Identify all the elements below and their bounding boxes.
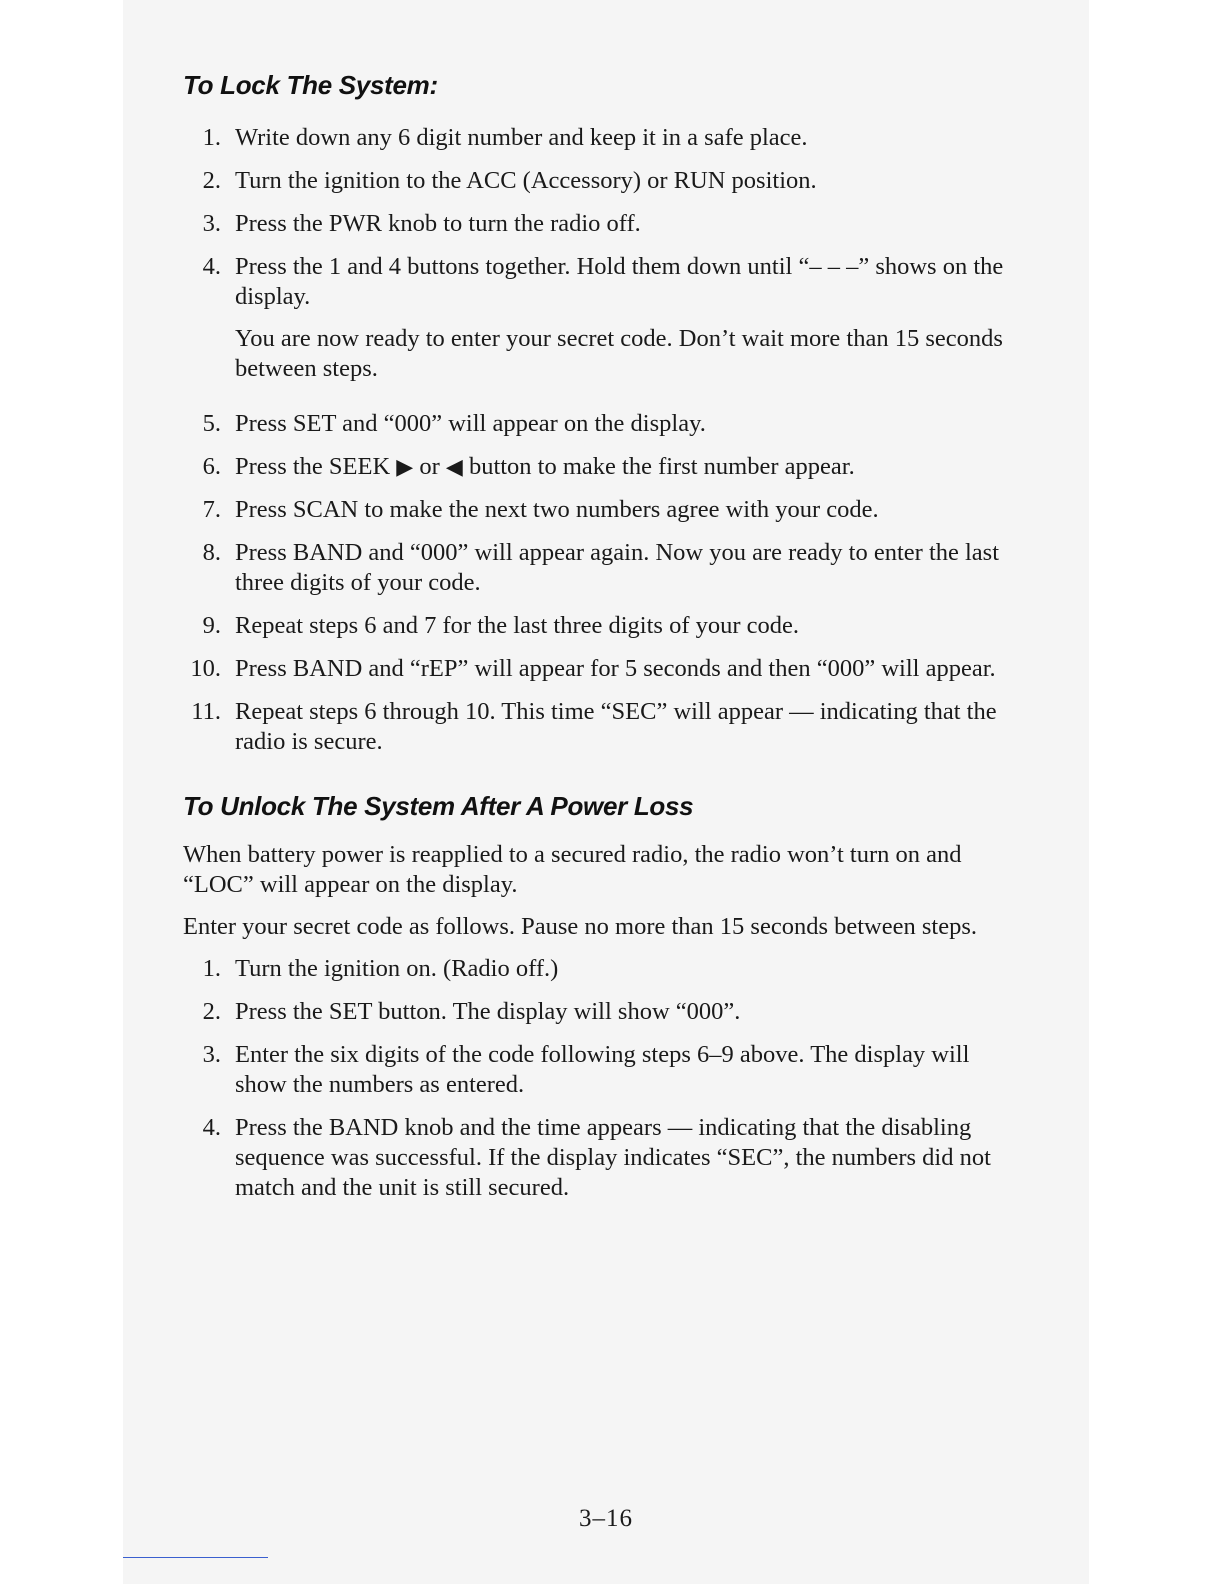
lock-step-6 <box>183 452 1013 482</box>
lock-step-11 <box>183 697 1013 757</box>
step-number: 4. <box>202 1113 221 1141</box>
step-number: 7. <box>202 495 221 523</box>
step-text: Turn the ignition on. (Radio off.) <box>235 954 559 982</box>
step-number: 6. <box>202 452 221 480</box>
lock-steps-continued <box>183 409 1013 757</box>
lock-step-8 <box>183 538 1013 598</box>
lock-step-1 <box>183 123 1013 153</box>
step-number: 9. <box>202 611 221 639</box>
step-text: Repeat steps 6 through 10. This time “SEC” will appear — indicating that the radio is secure. <box>235 697 997 755</box>
step-text: Press SET and “000” will appear on the display. <box>235 409 706 437</box>
page-number: 3–16 <box>579 1505 633 1532</box>
step-number: 2. <box>202 997 221 1025</box>
step-text: Turn the ignition to the ACC (Accessory) or RUN position. <box>235 167 817 194</box>
unlock-step-2 <box>183 997 1013 1027</box>
lock-heading: To Lock The System: <box>183 70 438 100</box>
manual-page <box>123 0 1089 1584</box>
lock-step-5 <box>183 409 1013 439</box>
lock-step-9 <box>183 611 1013 641</box>
unlock-step-4 <box>183 1113 1013 1203</box>
step-text: Press SCAN to make the next two numbers agree with your code. <box>235 495 879 523</box>
step-number: 5. <box>202 409 221 437</box>
step-text-post: button to make the first number appear. <box>462 452 855 480</box>
step-text: Press BAND and “rEP” will appear for 5 seconds and then “000” will appear. <box>235 654 996 682</box>
step-text-mid: or <box>413 452 446 480</box>
step-text: Press the BAND knob and the time appears — indicating that the disabling sequence was successful. If the display indicates “SEC”, the numbers did not match and the unit is still secured. <box>235 1113 991 1201</box>
secret-code-note: You are now ready to enter your secret code. Don’t wait more than 15 seconds between steps. <box>235 325 1003 382</box>
step-text: Press the 1 and 4 buttons together. Hold them down until “– – –” shows on the display. <box>235 253 1004 310</box>
unlock-steps <box>183 954 1013 1203</box>
unlock-step-3 <box>183 1040 1013 1100</box>
lock-step-7 <box>183 495 1013 525</box>
lock-step-4 <box>183 252 1013 312</box>
lock-steps <box>183 123 1013 312</box>
step-text-pre: Press the SEEK <box>235 452 397 480</box>
step-number: 2. <box>202 167 221 194</box>
step-text: Press BAND and “000” will appear again. Now you are ready to enter the last three digits of your code. <box>235 538 1000 596</box>
lock-step-10 <box>183 654 1013 684</box>
seek-left-icon: ◀ <box>445 453 463 479</box>
step-number: 3. <box>202 1040 221 1068</box>
step-text: Repeat steps 6 and 7 for the last three digits of your code. <box>235 611 800 639</box>
seek-right-icon: ▶ <box>396 453 414 479</box>
page-content <box>183 70 1013 1203</box>
step-number: 3. <box>202 210 221 237</box>
bottom-rule <box>123 1557 268 1558</box>
unlock-intro: When battery power is reapplied to a secured radio, the radio won’t turn on and “LOC” will appear on the display. <box>183 840 962 898</box>
lock-step-2 <box>183 166 1013 196</box>
step-number: 11. <box>191 697 221 725</box>
step-number: 1. <box>202 124 221 151</box>
unlock-instructions: Enter your secret code as follows. Pause no more than 15 seconds between steps. <box>183 912 977 940</box>
step-number: 4. <box>202 253 221 280</box>
step-number: 1. <box>202 954 221 982</box>
step-text: Press the SET button. The display will show “000”. <box>235 997 741 1025</box>
unlock-heading: To Unlock The System After A Power Loss <box>183 790 694 821</box>
step-number: 8. <box>202 538 221 566</box>
unlock-step-1 <box>183 954 1013 984</box>
lock-step-3 <box>183 209 1013 239</box>
step-text: Enter the six digits of the code following steps 6–9 above. The display will show the numbers as entered. <box>235 1040 970 1098</box>
step-text: Press the PWR knob to turn the radio off. <box>235 210 641 237</box>
step-text: Write down any 6 digit number and keep it in a safe place. <box>235 124 808 151</box>
step-number: 10. <box>190 654 221 682</box>
